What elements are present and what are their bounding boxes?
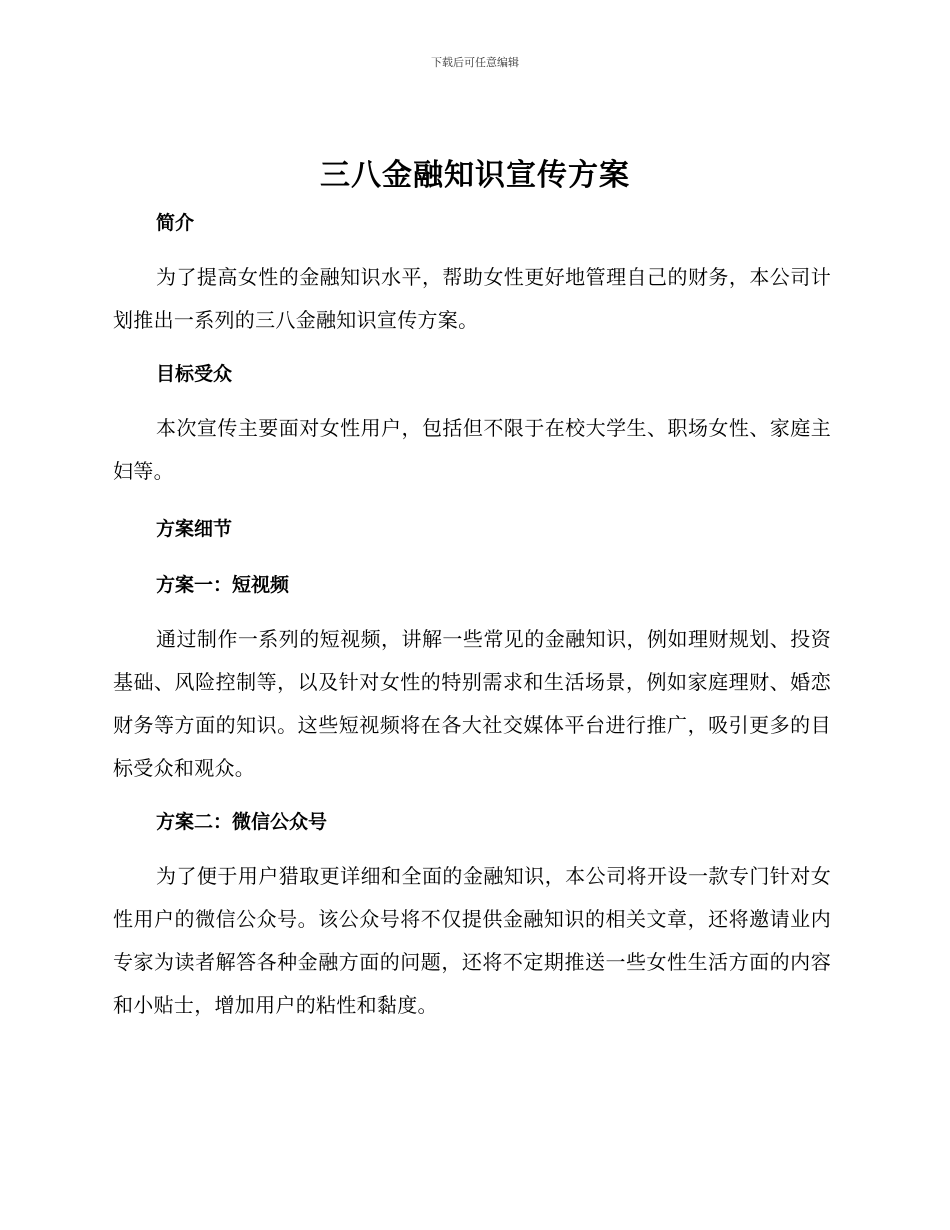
section-body-intro: 为了提高女性的金融知识水平，帮助女性更好地管理自己的财务，本公司计划推出一系列的三八金融知识宣传方案。	[113, 265, 831, 332]
section-body-plan2: 为了便于用户猎取更详细和全面的金融知识，本公司将开设一款专门针对女性用户的微信公众号。该公众号将不仅提供金融知识的相关文章，还将邀请业内专家为读者解答各种金融方面的问题，还将不定期推送一些女性生活方面的内容和小贴士，增加用户的粘性和黏度。	[113, 864, 831, 1017]
section-heading-audience: 目标受众	[156, 363, 233, 385]
header-note: 下载后可任意编辑	[431, 56, 519, 69]
section-heading-plan2: 方案二：微信公众号	[156, 811, 328, 833]
document-body	[113, 200, 831, 1027]
page-title: 三八金融知识宣传方案	[320, 158, 630, 193]
section-heading-details: 方案细节	[156, 518, 233, 540]
section-body-plan1: 通过制作一系列的短视频，讲解一些常见的金融知识，例如理财规划、投资基础、风险控制等，以及针对女性的特别需求和生活场景，例如家庭理财、婚恋财务等方面的知识。这些短视频将在各大社交媒体平台进行推广，吸引更多的目标受众和观众。	[113, 627, 831, 780]
section-heading-plan1: 方案一：短视频	[156, 574, 290, 596]
section-heading-intro: 简介	[156, 212, 195, 234]
section-body-audience: 本次宣传主要面对女性用户，包括但不限于在校大学生、职场女性、家庭主妇等。	[113, 416, 831, 483]
